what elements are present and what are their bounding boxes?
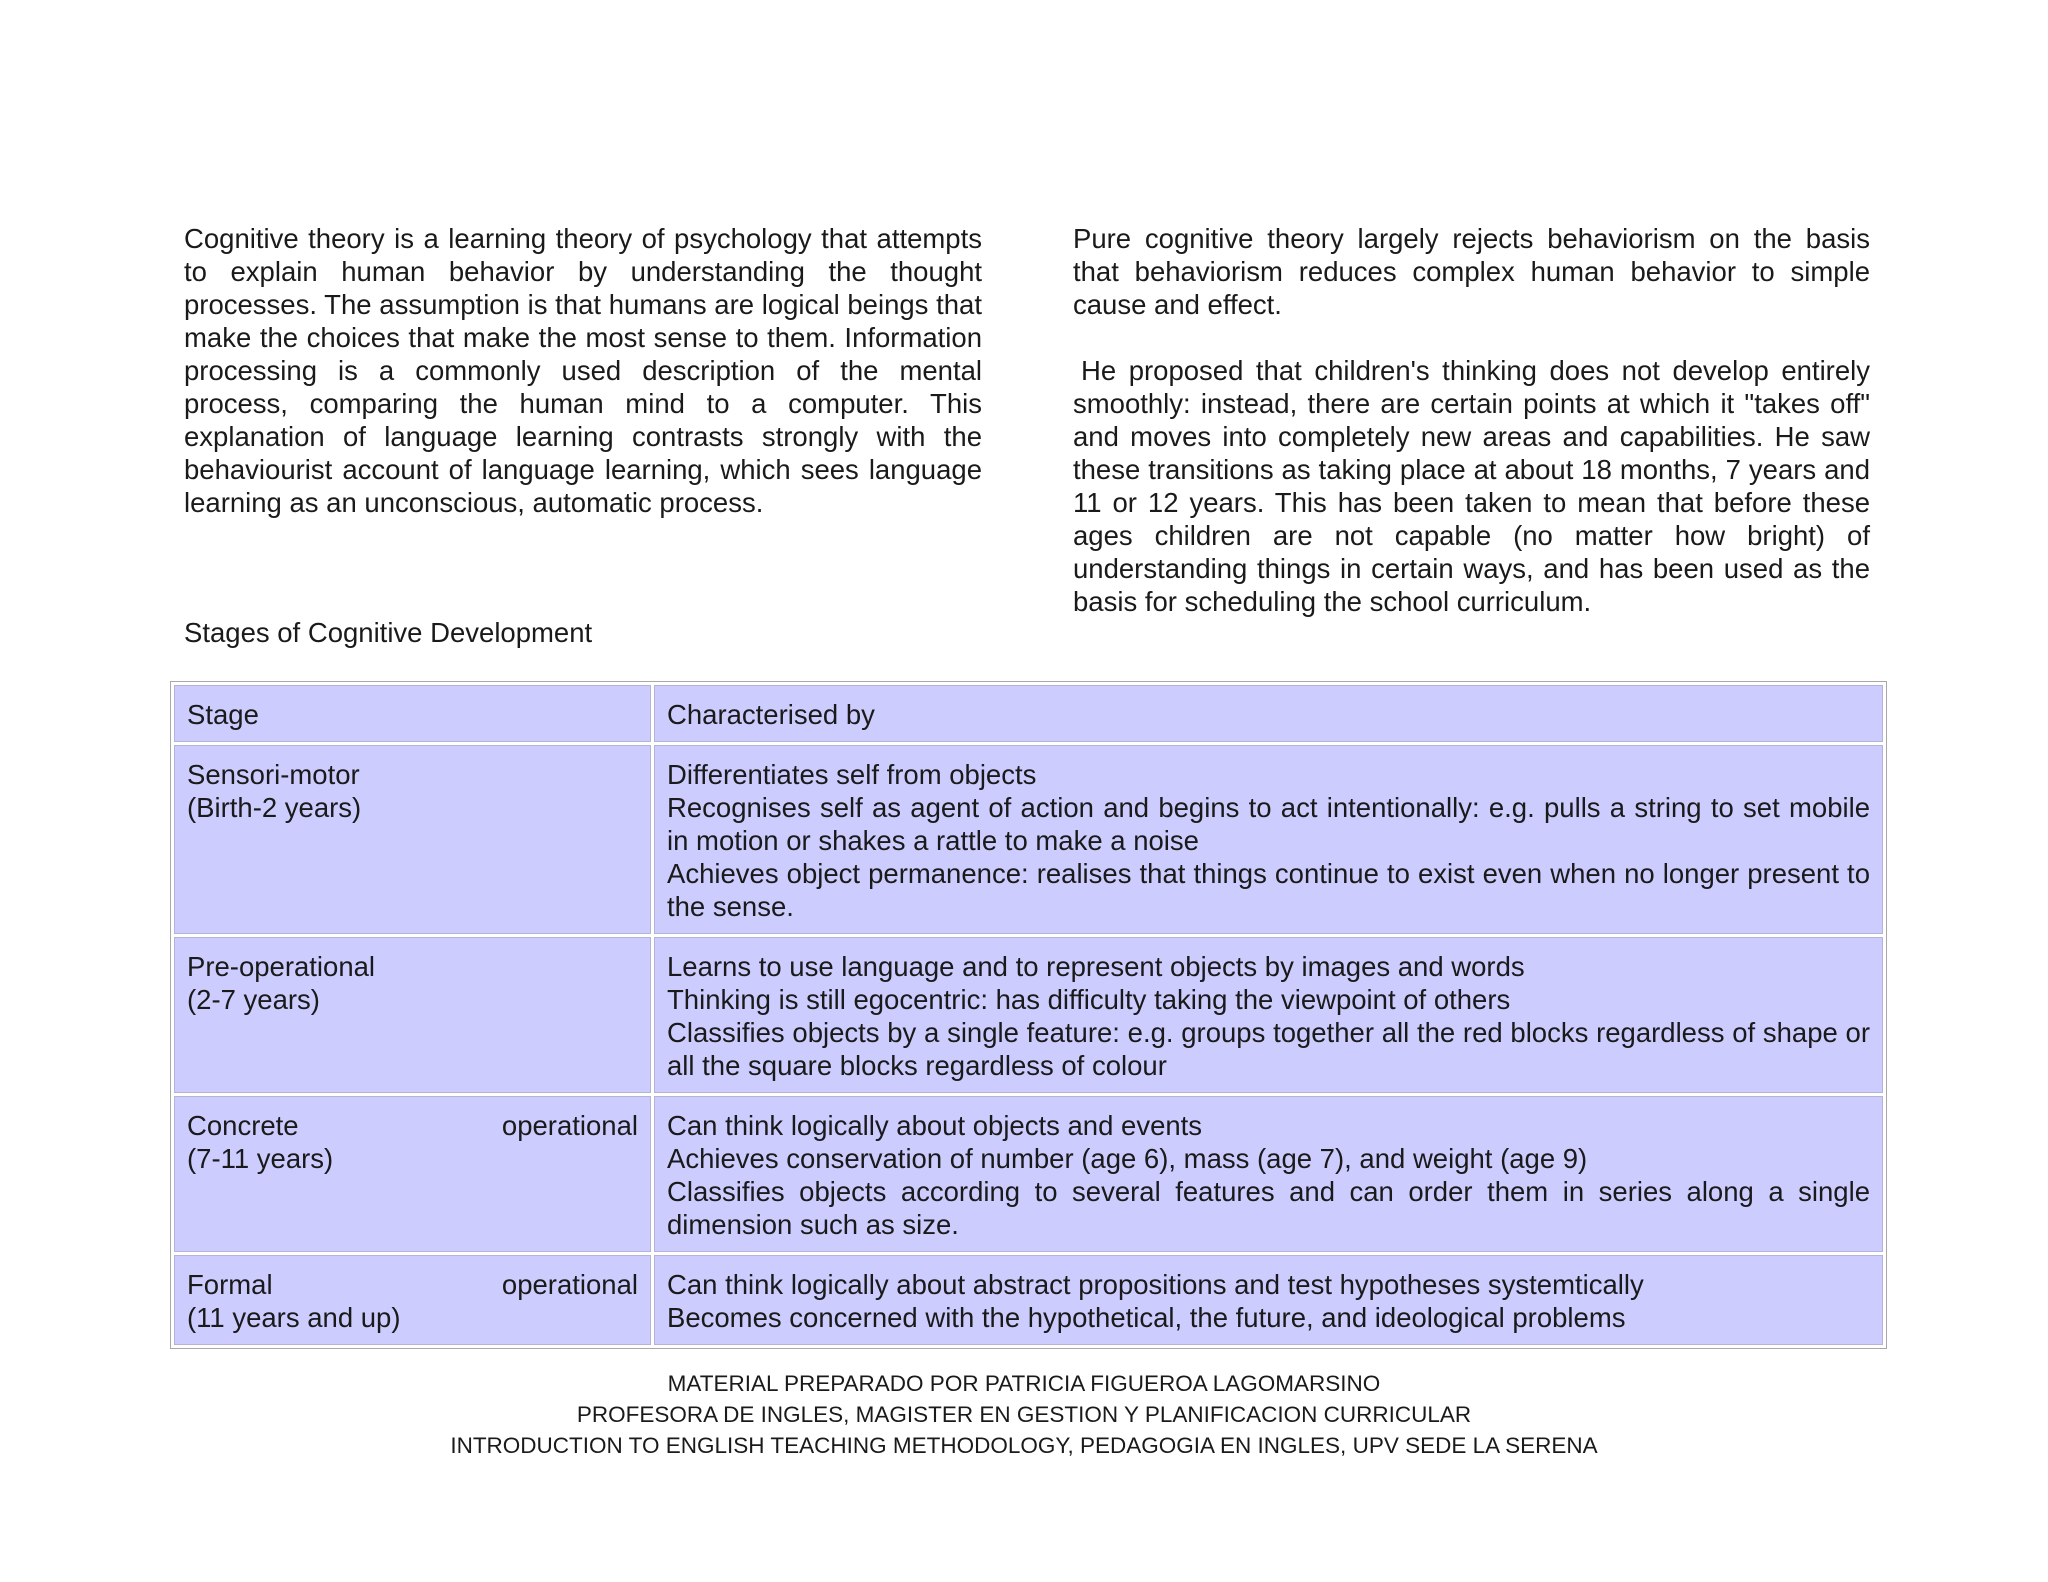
stages-heading: Stages of Cognitive Development [184, 617, 593, 648]
stage-age: (11 years and up) [187, 1302, 401, 1333]
characteristic-item: Classifies objects by a single feature: e.g. groups together all the red blocks regardless of shape or all the square blocks regardless of colour [667, 1017, 1870, 1081]
characteristic-item: Learns to use language and to represent objects by images and words [667, 951, 1525, 982]
intro-right-paragraph-1: Pure cognitive theory largely rejects behaviorism on the basis that behaviorism reduces complex human behavior to simple cause and effect. [1073, 223, 1870, 320]
stages-table [170, 681, 1887, 1349]
stage-name-word1: Concrete [187, 1110, 299, 1141]
table-row [174, 1096, 1883, 1252]
stage-name-word1: Pre-operational [187, 951, 376, 982]
stage-age: (Birth-2 years) [187, 792, 362, 823]
stage-age: (7-11 years) [187, 1143, 334, 1174]
stage-cell [174, 1096, 651, 1252]
characteristics-cell [654, 1096, 1883, 1252]
stage-name [187, 1268, 638, 1301]
characteristics-cell [654, 937, 1883, 1093]
stage-age: (2-7 years) [187, 984, 320, 1015]
intro-right-paragraph-2: He proposed that children's thinking does not develop entirely smoothly: instead, there are certain points at which it "takes off" and moves into completely new areas and capabilities. He saw these transitions as taking place at about 18 months, 7 years and 11 or 12 years. This has been taken to mean that before these ages children are not capable (no matter how bright) of understanding things in certain ways, and has been used as the basis for scheduling the school curriculum. [1073, 355, 1870, 617]
table-header-row [174, 685, 1883, 742]
stage-name-word1: Formal [187, 1269, 273, 1300]
stage-cell [174, 937, 651, 1093]
footer-line-2: PROFESORA DE INGLES, MAGISTER EN GESTION Y PLANIFICACION CURRICULAR [576, 1402, 1472, 1427]
characteristic-item: Can think logically about abstract propositions and test hypotheses systemtically [667, 1269, 1644, 1300]
intro-left-paragraph: Cognitive theory is a learning theory of psychology that attempts to explain human behavior by understanding the thought processes. The assumption is that humans are logical beings that make the choices that make the most sense to them. Information processing is a commonly used description of the mental process, comparing the human mind to a computer. This explanation of language learning contrasts strongly with the behaviourist account of language learning, which sees language learning as an unconscious, automatic process. [184, 223, 982, 518]
footer-line-3: INTRODUCTION TO ENGLISH TEACHING METHODOLOGY, PEDAGOGIA EN INGLES, UPV SEDE LA SERENA [450, 1433, 1598, 1458]
table-row [174, 745, 1883, 934]
characteristic-item: Achieves conservation of number (age 6), mass (age 7), and weight (age 9) [667, 1143, 1588, 1174]
characteristic-item: Becomes concerned with the hypothetical, the future, and ideological problems [667, 1302, 1626, 1333]
header-characterised-by: Characterised by [654, 685, 1883, 742]
footer [0, 1368, 2048, 1461]
stage-name [187, 1109, 638, 1142]
intro-left-column [184, 222, 982, 519]
table-row [174, 937, 1883, 1093]
stage-cell [174, 1255, 651, 1345]
characteristic-item: Classifies objects according to several features and can order them in series along a single dimension such as size. [667, 1176, 1870, 1240]
characteristic-item: Achieves object permanence: realises that things continue to exist even when no longer present to the sense. [667, 858, 1870, 922]
characteristic-item: Thinking is still egocentric: has difficulty taking the viewpoint of others [667, 984, 1511, 1015]
stage-name [187, 950, 638, 983]
stage-cell [174, 745, 651, 934]
characteristic-item: Recognises self as agent of action and begins to act intentionally: e.g. pulls a string to set mobile in motion or shakes a rattle to make a noise [667, 792, 1870, 856]
characteristics-cell [654, 1255, 1883, 1345]
stage-name-word2: operational [501, 1110, 638, 1141]
stage-name [187, 758, 638, 791]
stage-name-word1: Sensori-motor [187, 759, 360, 790]
table-row [174, 1255, 1883, 1345]
characteristic-item: Differentiates self from objects [667, 759, 1037, 790]
header-stage: Stage [174, 685, 651, 742]
characteristic-item: Can think logically about objects and events [667, 1110, 1203, 1141]
intro-right-column [1073, 222, 1870, 618]
footer-line-1: MATERIAL PREPARADO POR PATRICIA FIGUEROA LAGOMARSINO [667, 1371, 1381, 1396]
stage-name-word2: operational [501, 1269, 638, 1300]
characteristics-cell [654, 745, 1883, 934]
